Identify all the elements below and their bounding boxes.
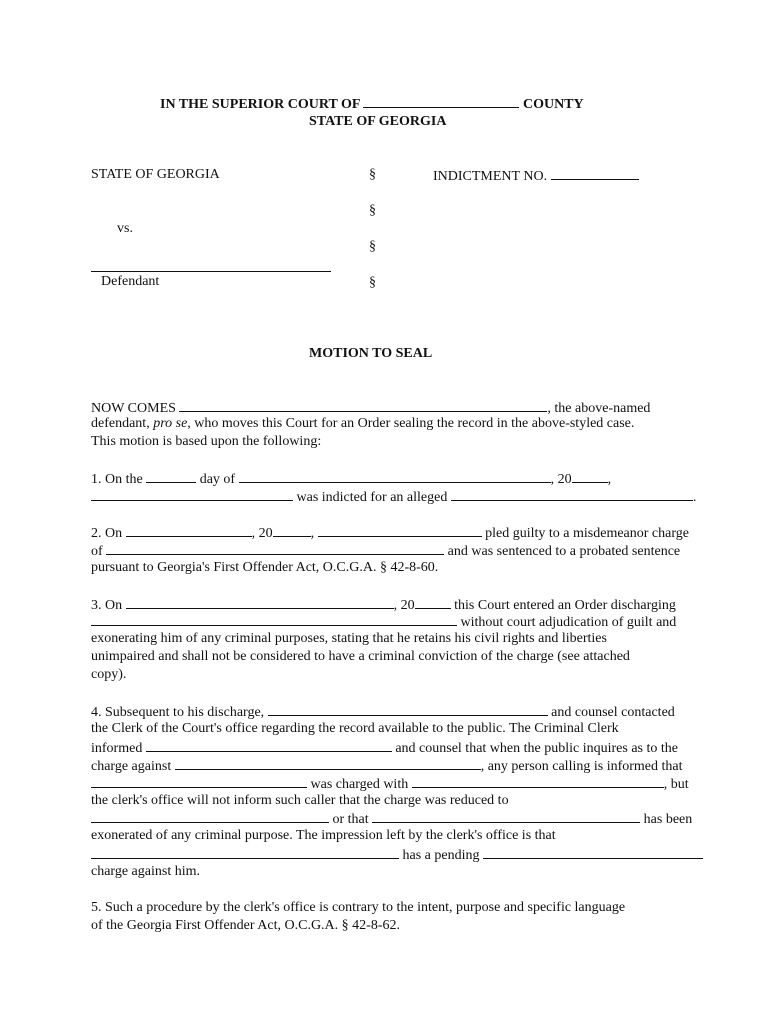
plaintiff-name: STATE OF GEORGIA bbox=[91, 167, 220, 182]
section-symbol-1: § bbox=[369, 167, 376, 182]
p4-defendant-blank-1[interactable] bbox=[268, 702, 548, 716]
p1-day-of: day of bbox=[199, 472, 236, 487]
p2-line-1 bbox=[91, 523, 689, 543]
p2-line-3: pursuant to Georgia's First Offender Act, O.C.G.A. § 42-8-60. bbox=[91, 560, 439, 575]
p1-month-blank[interactable] bbox=[239, 469, 551, 483]
p2-charge-blank[interactable] bbox=[106, 541, 444, 555]
p1-line-1 bbox=[91, 469, 611, 489]
state-heading: STATE OF GEORGIA bbox=[309, 114, 447, 129]
p4-line-4 bbox=[91, 756, 683, 776]
p2-pled-text: pled guilty to a misdemeanor charge bbox=[485, 526, 689, 541]
p4-line-9 bbox=[91, 845, 703, 865]
p3-entered-text: this Court entered an Order discharging bbox=[454, 598, 676, 613]
section-symbol-3: § bbox=[369, 239, 376, 254]
p4-original-charge-blank[interactable] bbox=[412, 774, 664, 788]
p4-but: , but bbox=[663, 777, 689, 792]
p4-reduced-charge-blank[interactable] bbox=[91, 809, 329, 823]
p5-line-1: 5. Such a procedure by the clerk's office is contrary to the intent, purpose and specific language bbox=[91, 900, 626, 915]
p4-line-10: charge against him. bbox=[91, 864, 200, 879]
p1-comma: , bbox=[607, 472, 612, 487]
p2-on: 2. On bbox=[91, 526, 123, 541]
p2-year-blank[interactable] bbox=[273, 523, 311, 537]
above-named-text: , the above-named bbox=[547, 401, 651, 416]
p4-line-1 bbox=[91, 702, 675, 722]
p4-subsequent-text: 4. Subsequent to his discharge, bbox=[91, 705, 265, 720]
county-blank[interactable] bbox=[363, 94, 519, 108]
intro-line-2-rest: , who moves this Court for an Order sealing the record in the above-styled case. bbox=[187, 416, 635, 431]
p4-has-been: has been bbox=[643, 812, 693, 827]
p1-period: . bbox=[692, 490, 697, 505]
p4-counsel-that: and counsel that when the public inquires as to the bbox=[395, 741, 678, 756]
p4-defendant-blank-6[interactable] bbox=[91, 845, 399, 859]
p1-on-the: 1. On the bbox=[91, 472, 143, 487]
p2-comma: , bbox=[310, 526, 315, 541]
p2-date-blank[interactable] bbox=[126, 523, 252, 537]
p3-line-3: exonerating him of any criminal purposes, stating that he retains his civil rights and liberties bbox=[91, 631, 607, 646]
p4-line-8: exonerated of any criminal purpose. The impression left by the clerk's office is that bbox=[91, 828, 556, 843]
p1-defendant-blank[interactable] bbox=[91, 487, 293, 501]
p1-line-2 bbox=[91, 487, 696, 507]
p4-line-6: the clerk's office will not inform such caller that the charge was reduced to bbox=[91, 793, 509, 808]
section-symbol-2: § bbox=[369, 203, 376, 218]
p4-has-a-pending: has a pending bbox=[402, 848, 480, 863]
pro-se-text: pro se bbox=[153, 416, 188, 431]
p3-comma-20: , 20 bbox=[393, 598, 415, 613]
p2-comma-20: , 20 bbox=[251, 526, 273, 541]
intro-line-2 bbox=[91, 415, 634, 433]
p3-line-2 bbox=[91, 612, 676, 632]
p4-counsel-contacted: and counsel contacted bbox=[551, 705, 675, 720]
p2-defendant-blank[interactable] bbox=[318, 523, 482, 537]
defendant-word: defendant, bbox=[91, 416, 150, 431]
p4-any-person: , any person calling is informed that bbox=[480, 759, 683, 774]
now-comes-text: NOW COMES bbox=[91, 401, 176, 416]
motion-title: MOTION TO SEAL bbox=[309, 346, 433, 361]
p4-defendant-blank-4[interactable] bbox=[91, 774, 307, 788]
defendant-name-blank[interactable] bbox=[91, 271, 331, 272]
p4-was-charged-with: was charged with bbox=[310, 777, 409, 792]
versus-label: vs. bbox=[117, 221, 133, 236]
p4-defendant-blank-5[interactable] bbox=[372, 809, 640, 823]
intro-line-3: This motion is based upon the following: bbox=[91, 434, 322, 449]
p3-on: 3. On bbox=[91, 598, 123, 613]
movant-name-blank[interactable] bbox=[179, 398, 547, 412]
p4-line-5 bbox=[91, 774, 689, 794]
p2-line-2 bbox=[91, 541, 680, 561]
p3-without-text: without court adjudication of guilt and bbox=[460, 615, 677, 630]
indictment-line bbox=[433, 166, 639, 186]
p1-comma-20: , 20 bbox=[550, 472, 572, 487]
p3-defendant-blank[interactable] bbox=[91, 612, 457, 626]
section-symbol-4: § bbox=[369, 275, 376, 290]
p4-line-7 bbox=[91, 809, 692, 829]
p4-charge-against: charge against bbox=[91, 759, 172, 774]
p4-defendant-blank-3[interactable] bbox=[175, 756, 481, 770]
indictment-number-blank[interactable] bbox=[551, 166, 639, 180]
p4-line-3 bbox=[91, 738, 678, 758]
p1-was-indicted: was indicted for an alleged bbox=[296, 490, 448, 505]
court-heading bbox=[160, 94, 584, 114]
p3-date-blank[interactable] bbox=[126, 595, 394, 609]
p4-pending-charge-blank[interactable] bbox=[483, 845, 703, 859]
p1-year-blank[interactable] bbox=[572, 469, 608, 483]
p1-offense-blank[interactable] bbox=[451, 487, 693, 501]
court-heading-left: IN THE SUPERIOR COURT OF bbox=[160, 97, 360, 112]
p2-of: of bbox=[91, 544, 103, 559]
p3-line-4: unimpaired and shall not be considered to have a criminal conviction of the charge (see attached bbox=[91, 649, 630, 664]
defendant-label: Defendant bbox=[101, 274, 160, 289]
p4-defendant-blank-2[interactable] bbox=[146, 738, 392, 752]
p4-informed: informed bbox=[91, 741, 143, 756]
p1-day-blank[interactable] bbox=[146, 469, 196, 483]
p5-line-2: of the Georgia First Offender Act, O.C.G.A. § 42-8-62. bbox=[91, 918, 400, 933]
p2-sentenced-text: and was sentenced to a probated sentence bbox=[447, 544, 681, 559]
indictment-label: INDICTMENT NO. bbox=[433, 169, 548, 184]
p4-or-that: or that bbox=[332, 812, 369, 827]
p3-line-5: copy). bbox=[91, 667, 127, 682]
p3-year-blank[interactable] bbox=[415, 595, 451, 609]
court-heading-right: COUNTY bbox=[522, 97, 584, 112]
p4-line-2: the Clerk of the Court's office regarding the record available to the public. The Criminal Clerk bbox=[91, 721, 619, 736]
